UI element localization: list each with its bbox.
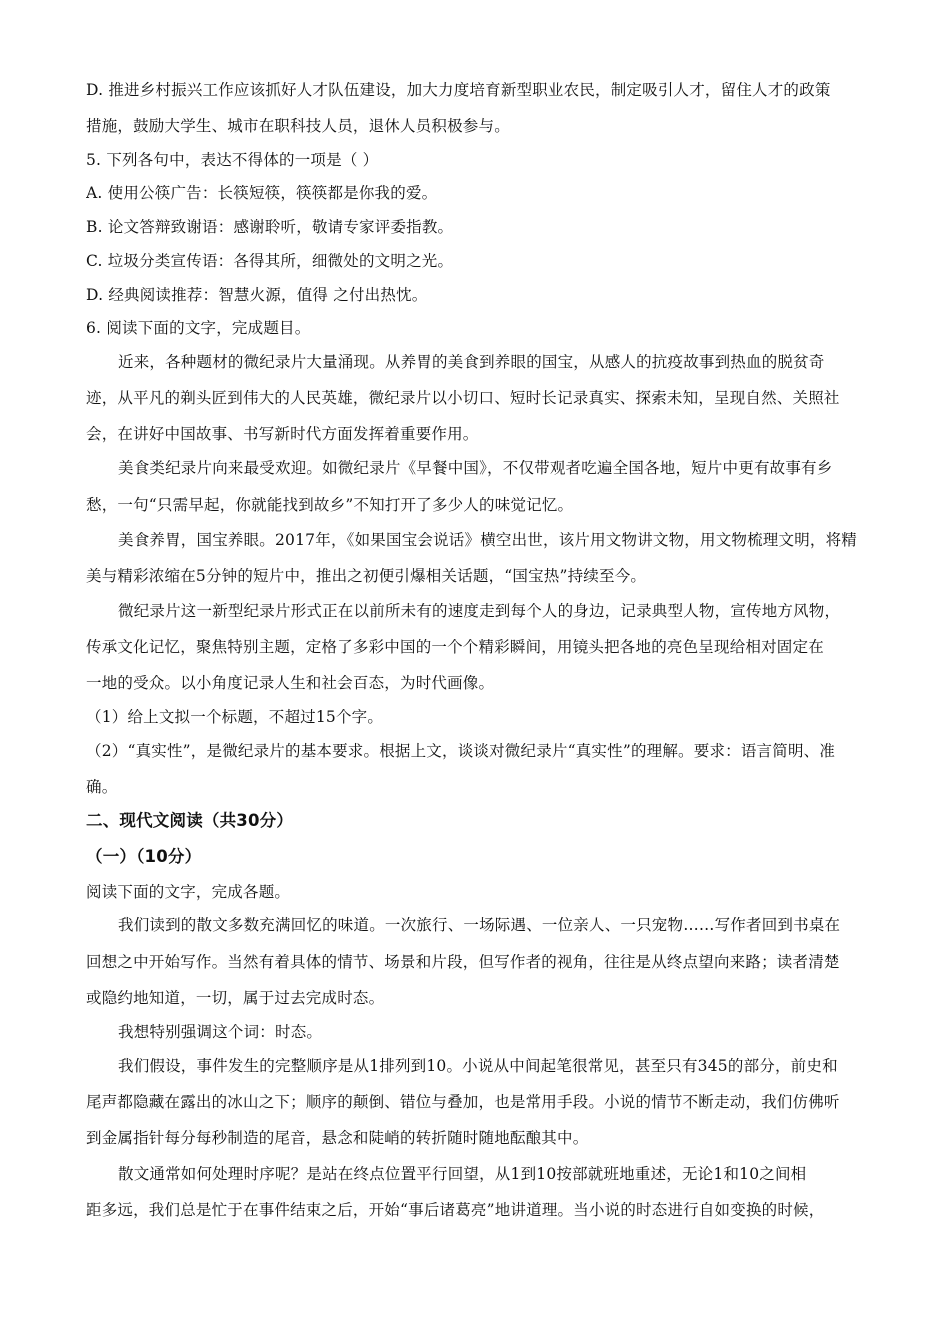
question-5-stem: 5. 下列各句中，表达不得体的一项是（ ） <box>86 151 379 169</box>
passage-paragraph-line: 美食类纪录片向来最受欢迎。如微纪录片《早餐中国》，不仅带观者吃遍全国各地，短片中更有故事有乡 <box>118 459 833 477</box>
question-5-option-d: D. 经典阅读推荐：智慧火源，值得 之付出热忱。 <box>86 286 428 304</box>
question-5-option-a: A. 使用公筷广告：长筷短筷，筷筷都是你我的爱。 <box>86 184 438 202</box>
essay-paragraph-line: 我们读到的散文多数充满回忆的味道。一次旅行、一场际遇、一位亲人、一只宠物……写作者回到书桌在 <box>118 916 841 934</box>
passage-paragraph-line: 微纪录片这一新型纪录片形式正在以前所未有的速度走到每个人的身边，记录典型人物，宣传地方风物， <box>118 602 841 620</box>
sub-question-2-line-2: 确。 <box>86 778 118 796</box>
reading-instruction: 阅读下面的文字，完成各题。 <box>86 883 291 901</box>
section-heading: 二、现代文阅读（共30分） <box>86 811 294 830</box>
passage-paragraph-line: 会，在讲好中国故事、书写新时代方面发挥着重要作用。 <box>86 425 479 443</box>
essay-paragraph-line: 距多远，我们总是忙于在事件结束之后，开始“事后诸葛亮”地讲道理。当小说的时态进行自如变换的时候， <box>86 1201 825 1219</box>
question-6-stem: 6. 阅读下面的文字，完成题目。 <box>86 319 311 337</box>
sub-question-2-line-1: （2）“真实性”，是微纪录片的基本要求。根据上文，谈谈对微纪录片“真实性”的理解。要求：语言简明、准 <box>86 742 836 760</box>
subsection-heading: （一）（10分） <box>86 847 202 866</box>
essay-paragraph-line: 尾声都隐藏在露出的冰山之下；顺序的颠倒、错位与叠加，也是常用手段。小说的情节不断走动，我们仿佛听 <box>86 1093 840 1111</box>
essay-paragraph-line: 到金属指针每分每秒制造的尾音，悬念和陡峭的转折随时随地酝酿其中。 <box>86 1129 589 1147</box>
sub-question-1: （1）给上文拟一个标题，不超过15个字。 <box>86 708 384 726</box>
passage-paragraph-line: 一地的受众。以小角度记录人生和社会百态，为时代画像。 <box>86 674 495 692</box>
essay-paragraph-line: 回想之中开始写作。当然有着具体的情节、场景和片段，但写作者的视角，往往是从终点望向来路；读者清楚 <box>86 953 840 971</box>
essay-paragraph-line: 散文通常如何处理时序呢？是站在终点位置平行回望，从1到10按部就班地重述，无论1和10之间相 <box>118 1165 807 1183</box>
passage-paragraph-line: 愁，一句“只需早起，你就能找到故乡”不知打开了多少人的味觉记忆。 <box>86 496 574 514</box>
passage-paragraph-line: 美食养胃，国宝养眼。2017年，《如果国宝会说话》横空出世，该片用文物讲文物，用文物梳理文明，将精 <box>118 531 857 549</box>
essay-paragraph-line: 或隐约地知道，一切，属于过去完成时态。 <box>86 989 385 1007</box>
essay-paragraph-line: 我们假设，事件发生的完整顺序是从1排列到10。小说从中间起笔很常见，甚至只有345的部分，前史和 <box>118 1057 838 1075</box>
passage-paragraph-line: 近来，各种题材的微纪录片大量涌现。从养胃的美食到养眼的国宝，从感人的抗疫故事到热血的脱贫奇 <box>118 353 825 371</box>
question-5-option-c: C. 垃圾分类宣传语：各得其所，细微处的文明之光。 <box>86 252 454 270</box>
passage-paragraph-line: 美与精彩浓缩在5分钟的短片中，推出之初便引爆相关话题，“国宝热”持续至今。 <box>86 567 647 585</box>
option-d-line-2: 措施，鼓励大学生、城市在职科技人员，退休人员积极参与。 <box>86 117 510 135</box>
passage-paragraph-line: 传承文化记忆，聚焦特别主题，定格了多彩中国的一个个精彩瞬间，用镜头把各地的亮色呈现给相对固定在 <box>86 638 824 656</box>
option-d-line-1: D. 推进乡村振兴工作应该抓好人才队伍建设，加大力度培育新型职业农民，制定吸引人才，留住人才的政策 <box>86 81 831 99</box>
essay-paragraph-line: 我想特别强调这个词：时态。 <box>118 1023 323 1041</box>
passage-paragraph-line: 迹，从平凡的剃头匠到伟大的人民英雄，微纪录片以小切口、短时长记录真实、探索未知，呈现自然、关照社 <box>86 389 840 407</box>
question-5-option-b: B. 论文答辩致谢语：感谢聆听，敬请专家评委指教。 <box>86 218 454 236</box>
